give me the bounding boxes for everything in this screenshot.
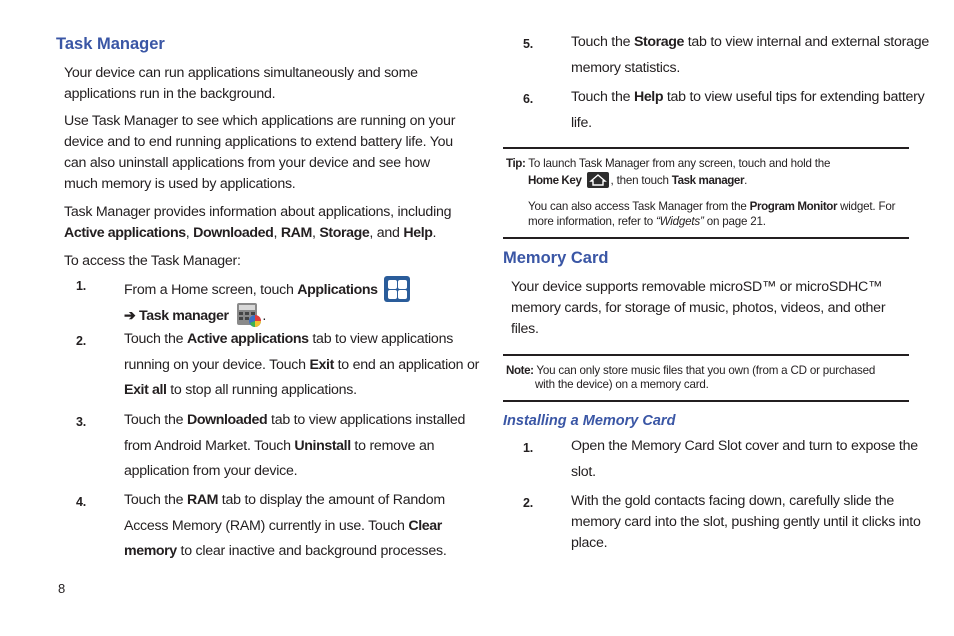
step-2: 2. Touch the Active applications tab to view applications running on your device. Touch Exit to end an application or Exit all to stop all running applications. <box>76 331 480 398</box>
heading-task-manager: Task Manager <box>56 35 165 53</box>
step-number: 3. <box>76 415 86 429</box>
step-number: 6. <box>523 92 533 106</box>
note-box: Note: You can only store music files that you own (from a CD or purchased with the device) on a memory card. <box>503 354 909 402</box>
step-1: 1. From a Home screen, touch Applications ➔ Task manager . <box>76 276 466 326</box>
heading-memory-card: Memory Card <box>503 249 609 267</box>
paragraph-info: Task Manager provides information about applications, including Active applications, Downloaded, RAM, Storage, and Help. <box>64 204 452 241</box>
step-3: 3. Touch the Downloaded tab to view applications installed from Android Market. Touch Uninstall to remove an application from your device. <box>76 412 466 479</box>
tip-label: Tip: <box>506 157 526 170</box>
note-label: Note: <box>506 364 534 377</box>
home-key-icon <box>587 172 609 188</box>
page-number: 8 <box>58 581 66 596</box>
paragraph-use: Use Task Manager to see which applications are running on your device and to end running applications to extend battery life. You can also uninstall applications from your device and see how much memory is used by applications. <box>64 113 456 192</box>
step-4: 4. Touch the RAM tab to display the amount of Random Access Memory (RAM) currently in use. Touch Clear memory to clear inactive and background processes. <box>76 492 447 559</box>
install-step-1: 1. Open the Memory Card Slot cover and turn to expose the slot. <box>523 438 918 480</box>
applications-icon <box>384 276 410 302</box>
step-number: 5. <box>523 37 533 51</box>
step-number: 1. <box>523 441 533 455</box>
paragraph-access: To access the Task Manager: <box>64 253 241 269</box>
paragraph-intro: Your device can run applications simultaneously and some applications run in the background. <box>64 65 418 102</box>
step-number: 2. <box>76 334 86 348</box>
step-5: 5. Touch the Storage tab to view internal and external storage memory statistics. <box>523 34 930 76</box>
task-manager-icon <box>236 302 262 328</box>
heading-installing-memory-card: Installing a Memory Card <box>503 413 676 429</box>
install-step-2: 2. With the gold contacts facing down, carefully slide the memory card into the slot, pushing gently until it clicks into place. <box>523 493 921 551</box>
step-6: 6. Touch the Help tab to view useful tips for extending battery life. <box>523 89 925 131</box>
step-number: 1. <box>76 279 86 293</box>
step-number: 2. <box>523 496 533 510</box>
tip-box: Tip: To launch Task Manager from any screen, touch and hold the Home Key , then touch Task manager. You can also access Task Manager from the Program Monitor widget. For more information, refer to “Widgets” on page 21. <box>503 147 909 239</box>
paragraph-memory-card: Your device supports removable microSD™ or microSDHC™ memory cards, for storage of music, photos, videos, and other files. <box>511 279 886 337</box>
widgets-link: “Widgets” <box>655 215 704 228</box>
step-number: 4. <box>76 495 86 509</box>
